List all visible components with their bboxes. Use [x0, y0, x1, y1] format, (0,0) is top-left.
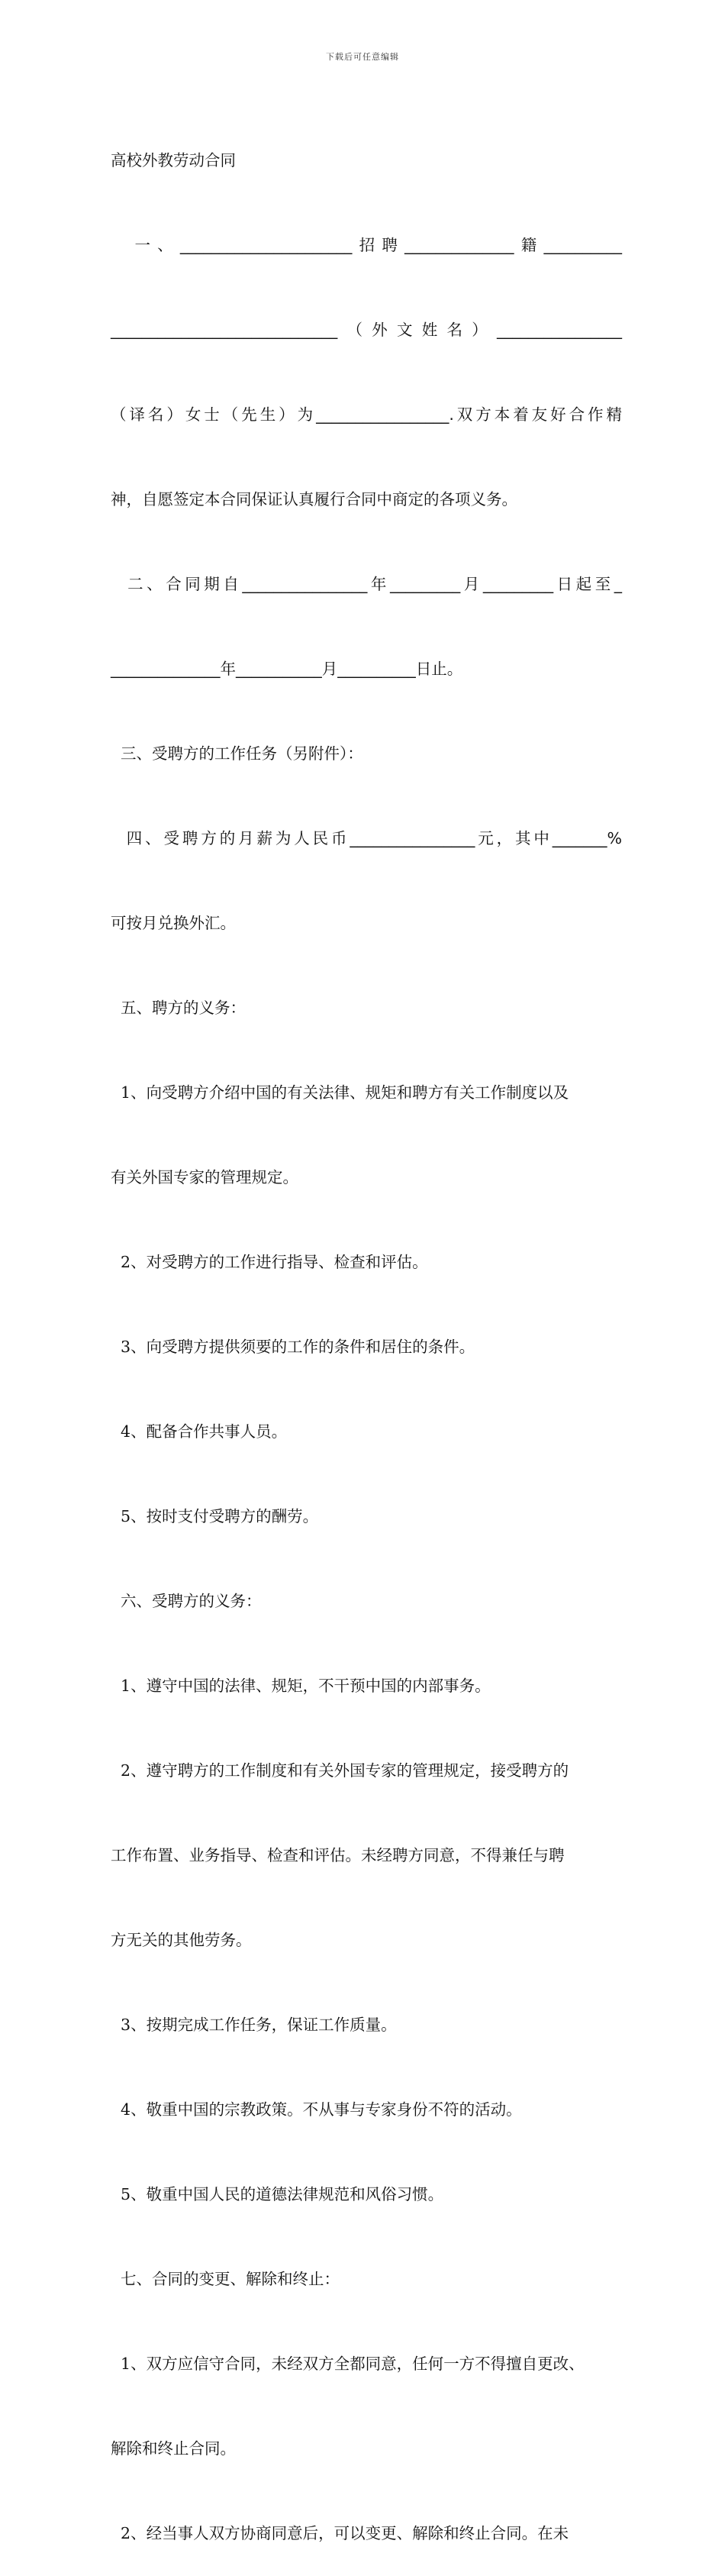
section-7-item-2-line-1: 2、经当事人双方协商同意后，可以变更、解除和终止合同。在未: [111, 2524, 569, 2542]
clause-2-line-1: 二、合同期自________________年_________月_________日起至_: [111, 575, 622, 593]
section-5-item-5: 5、按时支付受聘方的酬劳。: [111, 1507, 319, 1525]
section-6-item-2-line-3: 方无关的其他劳务。: [111, 1931, 252, 1949]
section-5-item-4: 4、配备合作共事人员。: [111, 1422, 288, 1441]
clause-1-line-1: 一、______________________招聘______________籍__________: [111, 236, 622, 254]
clause-1-line-3: （译名）女士（先生）为_________________.双方本着友好合作精: [111, 405, 622, 424]
section-5-heading: 五、聘方的义务：: [111, 999, 246, 1017]
section-6-heading: 六、受聘方的义务：: [111, 1592, 262, 1610]
clause-1-line-2: _____________________________（外文姓名）________________: [111, 321, 622, 339]
section-6-item-2-line-1: 2、遵守聘方的工作制度和有关外国专家的管理规定，接受聘方的: [111, 1761, 569, 1780]
clause-2-line-2: ______________年___________月__________日止。: [111, 660, 463, 678]
section-7-heading: 七、合同的变更、解除和终止：: [111, 2270, 340, 2288]
section-7-item-1-line-1: 1、双方应信守合同，未经双方全都同意，任何一方不得擅自更改、: [111, 2355, 585, 2373]
document-title: 高校外教劳动合同: [111, 151, 236, 169]
clause-4-line-2: 可按月兑换外汇。: [111, 914, 236, 932]
section-5-item-2: 2、对受聘方的工作进行指导、检查和评估。: [111, 1253, 428, 1271]
clause-3: 三、受聘方的工作任务（另附件）：: [111, 744, 363, 763]
section-6-item-5: 5、敬重中国人民的道德法律规范和风俗习惯。: [111, 2185, 444, 2203]
section-5-item-3: 3、向受聘方提供须要的工作的条件和居住的条件。: [111, 1338, 475, 1356]
page-header-note: 下载后可任意编辑: [326, 52, 399, 62]
clause-1-line-4: 神，自愿签定本合同保证认真履行合同中商定的各项义务。: [111, 490, 517, 508]
section-7-item-1-line-2: 解除和终止合同。: [111, 2439, 236, 2458]
section-5-item-1-line-1: 1、向受聘方介绍中国的有关法律、规矩和聘方有关工作制度以及: [111, 1083, 569, 1102]
section-6-item-2-line-2: 工作布置、业务指导、检查和评估。未经聘方同意，不得兼任与聘: [111, 1846, 565, 1864]
document-body: [111, 90, 622, 2576]
section-6-item-1: 1、遵守中国的法律、规矩，不干预中国的内部事务。: [111, 1677, 491, 1695]
section-6-item-4: 4、敬重中国的宗教政策。不从事与专家身份不符的活动。: [111, 2100, 522, 2119]
section-5-item-1-line-2: 有关外国专家的管理规定。: [111, 1168, 298, 1186]
clause-4-line-1: 四、受聘方的月薪为人民币________________元，其中_______%: [111, 829, 622, 847]
section-6-item-3: 3、按期完成工作任务，保证工作质量。: [111, 2016, 397, 2034]
